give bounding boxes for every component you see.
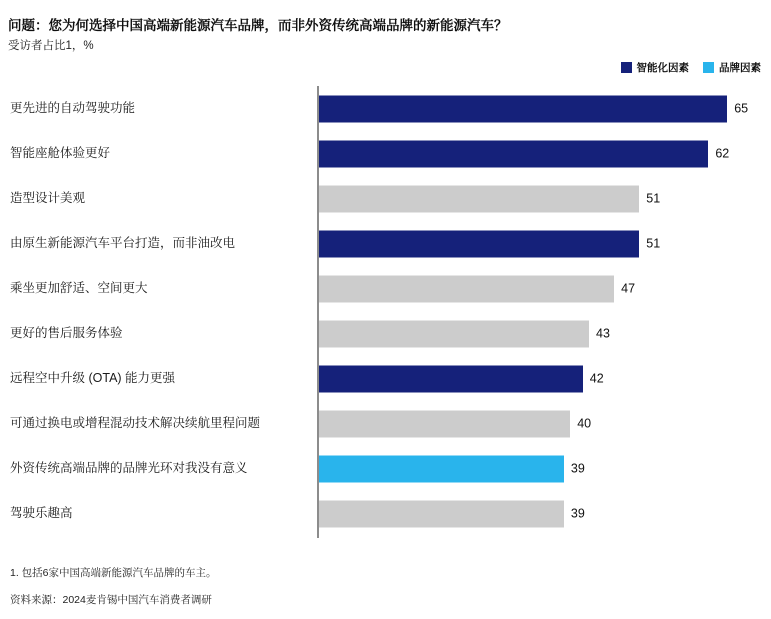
bar xyxy=(319,365,583,392)
bar-value: 51 xyxy=(646,191,661,206)
legend-swatch-smart xyxy=(621,62,632,73)
bar-label: 远程空中升级 (OTA) 能力更强 xyxy=(10,370,176,385)
bar-row xyxy=(0,491,771,536)
footnote-1: 1. 包括6家中国高端新能源汽车品牌的车主。 xyxy=(10,567,217,579)
bar-wrap xyxy=(319,365,604,392)
bar-row xyxy=(0,221,771,266)
bar-value: 39 xyxy=(570,461,585,476)
bar-value: 39 xyxy=(570,506,585,521)
bar-wrap xyxy=(319,455,585,482)
bar-wrap xyxy=(319,500,585,527)
bar-row xyxy=(0,311,771,356)
bar-row xyxy=(0,356,771,401)
bar-chart xyxy=(0,86,771,548)
bar-row xyxy=(0,401,771,446)
bar-row xyxy=(0,86,771,131)
bar-value: 51 xyxy=(646,236,661,251)
bar-label: 更先进的自动驾驶功能 xyxy=(10,100,136,115)
bar-label: 驾驶乐趣高 xyxy=(10,505,73,520)
bar-label: 可通过换电或增程混动技术解决续航里程问题 xyxy=(10,415,261,430)
bar-value: 43 xyxy=(596,326,610,341)
legend-item xyxy=(703,60,761,75)
bar-row xyxy=(0,131,771,176)
legend-swatch-brand xyxy=(703,62,714,73)
legend-item xyxy=(621,60,690,75)
bar-value: 65 xyxy=(734,101,749,116)
bar-row xyxy=(0,266,771,311)
bar-wrap xyxy=(319,410,591,437)
bar xyxy=(319,275,614,302)
bar-label: 智能座舱体验更好 xyxy=(10,145,111,160)
bar-label: 由原生新能源汽车平台打造，而非油改电 xyxy=(10,235,236,250)
bar xyxy=(319,140,708,167)
bar xyxy=(319,500,564,527)
chart-subtitle: 受访者占比1，% xyxy=(8,40,94,52)
bar-value: 42 xyxy=(589,371,604,386)
bar-wrap xyxy=(319,275,635,302)
legend-label: 智能化因素 xyxy=(636,62,689,74)
bar-label: 乘坐更加舒适、空间更大 xyxy=(10,280,148,295)
bar-wrap xyxy=(319,140,729,167)
bar xyxy=(319,410,570,437)
footnote-2: 资料来源：2024麦肯锡中国汽车消费者调研 xyxy=(10,594,212,606)
bar-wrap xyxy=(319,95,748,122)
bar-row xyxy=(0,446,771,491)
bar xyxy=(319,455,564,482)
chart-legend xyxy=(621,60,762,75)
bar-label: 更好的售后服务体验 xyxy=(10,325,123,340)
page-title: 问题：您为何选择中国高端新能源汽车品牌，而非外资传统高端品牌的新能源汽车？ xyxy=(8,18,508,33)
bar-label: 造型设计美观 xyxy=(10,190,86,205)
bar-value: 62 xyxy=(715,146,730,161)
bar xyxy=(319,185,639,212)
bar xyxy=(319,95,727,122)
bar-rows xyxy=(0,86,771,536)
bar-wrap xyxy=(319,230,660,257)
legend-label: 品牌因素 xyxy=(719,62,761,74)
bar-value: 47 xyxy=(621,281,636,296)
bar xyxy=(319,230,639,257)
bar xyxy=(319,320,589,347)
bar-value: 40 xyxy=(577,416,592,431)
bar-label: 外资传统高端品牌的品牌光环对我没有意义 xyxy=(10,460,248,475)
bar-wrap xyxy=(319,320,610,347)
bar-row xyxy=(0,176,771,221)
bar-wrap xyxy=(319,185,660,212)
